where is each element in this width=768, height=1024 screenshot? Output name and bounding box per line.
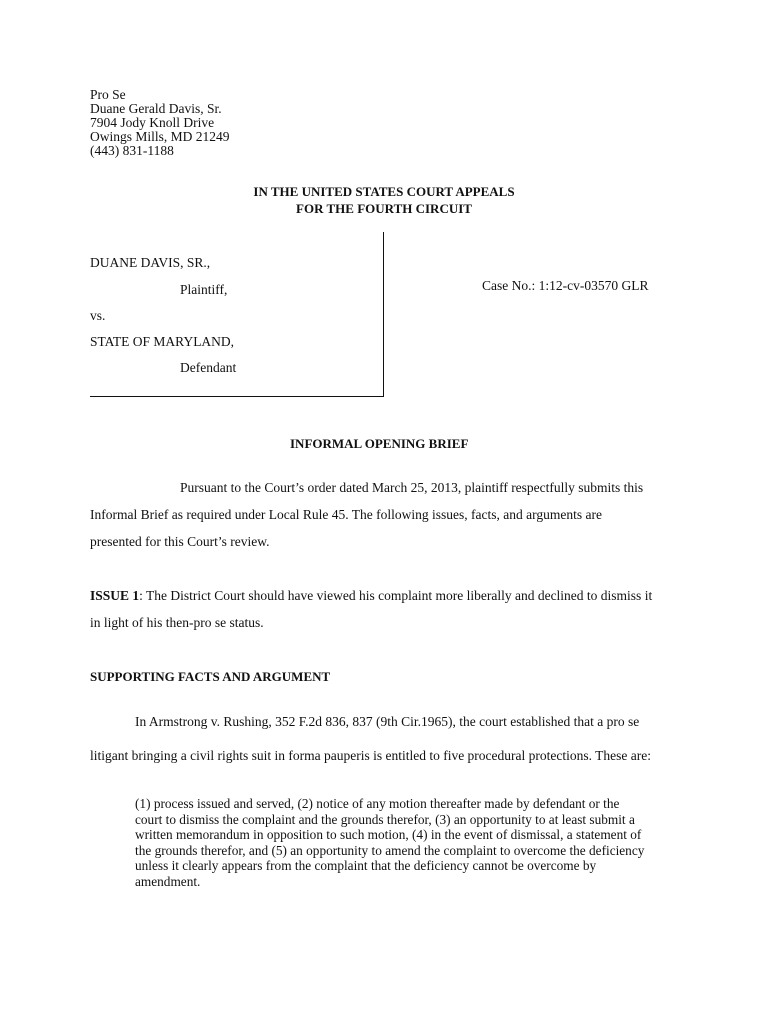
court-title-line1: IN THE UNITED STATES COURT APPEALS: [253, 184, 515, 199]
filer-status: Pro Se: [90, 87, 126, 102]
quote-line-6: amendment.: [135, 873, 201, 889]
issue-1-label: ISSUE 1: [90, 588, 140, 603]
brief-title: INFORMAL OPENING BRIEF: [290, 436, 469, 451]
quote-line-5: unless it clearly appears from the complaint that the deficiency cannot be overcome by: [135, 858, 597, 873]
filer-city: Owings Mills, MD 21249: [90, 129, 230, 144]
issue-1-text: : The District Court should have viewed his complaint more liberally and declined to dismiss it: [139, 588, 653, 603]
intro-line-1: Pursuant to the Court’s order dated March 25, 2013, plaintiff respectfully submits this: [180, 480, 644, 495]
case-number: Case No.: 1:12-cv-03570 GLR: [482, 278, 649, 293]
caption-divider-horizontal: [90, 396, 384, 397]
caption-divider-vertical: [383, 232, 384, 397]
defendant-name: STATE OF MARYLAND,: [90, 334, 235, 349]
court-title-line2: FOR THE FOURTH CIRCUIT: [296, 201, 472, 216]
block-quote: [135, 796, 680, 889]
versus-label: vs.: [90, 308, 106, 323]
quote-line-1: (1) process issued and served, (2) notice of any motion thereafter made by defendant or the: [135, 796, 620, 811]
quote-line-4: the grounds therefor, and (5) an opportunity to amend the complaint to overcome the deficiency: [135, 842, 645, 858]
argument-line-1: In Armstrong v. Rushing, 352 F.2d 836, 837 (9th Cir.1965), the court established that a pro se: [135, 714, 640, 729]
filer-street: 7904 Jody Knoll Drive: [90, 115, 215, 130]
filer-phone: (443) 831-1188: [90, 143, 174, 158]
intro-line-2: Informal Brief as required under Local Rule 45. The following issues, facts, and arguments are: [90, 507, 602, 522]
intro-line-3: presented for this Court’s review.: [90, 534, 270, 549]
argument-line-2: litigant bringing a civil rights suit in forma pauperis is entitled to five procedural protections. These are:: [90, 748, 651, 763]
filer-name: Duane Gerald Davis, Sr.: [90, 101, 222, 116]
issue-1-line-2: in light of his then-pro se status.: [90, 615, 264, 630]
defendant-role: Defendant: [180, 360, 237, 375]
supporting-facts-heading: SUPPORTING FACTS AND ARGUMENT: [90, 669, 331, 684]
quote-line-3: written memorandum in opposition to such motion, (4) in the event of dismissal, a statement of: [135, 827, 642, 842]
quote-line-2: court to dismiss the complaint and the grounds therefor, (3) an opportunity to at least submit a: [135, 811, 635, 827]
issue-1-line-1: [90, 588, 652, 604]
plaintiff-name: DUANE DAVIS, SR.,: [90, 255, 211, 270]
plaintiff-role: Plaintiff,: [180, 282, 228, 297]
filer-info-block: [90, 88, 230, 158]
